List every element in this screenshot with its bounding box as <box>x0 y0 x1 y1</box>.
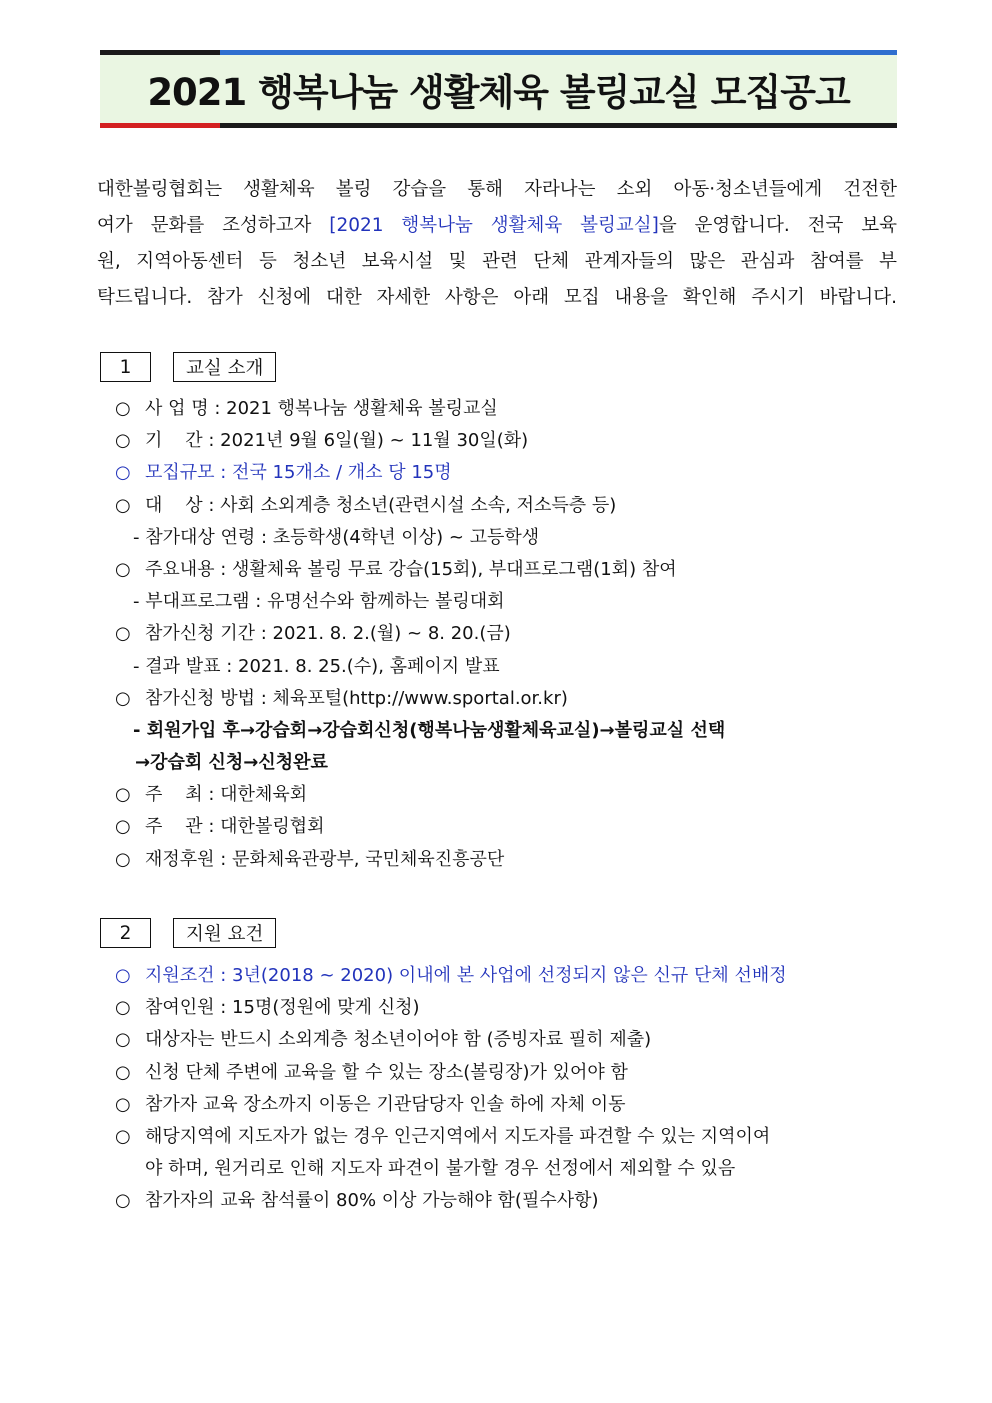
item-text: 참가신청 기간 : 2021. 8. 2.(월) ~ 8. 20.(금) <box>145 623 511 645</box>
section-1-number: 1 <box>100 352 151 382</box>
title-bottom-bar <box>100 123 897 128</box>
bullet-circle: ○ <box>115 1093 131 1115</box>
bullet-circle: ○ <box>115 558 131 580</box>
item-text: - 부대프로그램 : 유명선수와 함께하는 볼링대회 <box>133 591 505 613</box>
list-item <box>115 1057 905 1089</box>
list-item <box>115 992 905 1024</box>
bullet-circle: ○ <box>115 965 131 986</box>
item-text: 참여인원 : 15명(정원에 맞게 신청) <box>145 997 420 1019</box>
bullet-circle: ○ <box>115 784 131 806</box>
section-1-list <box>115 393 905 876</box>
bullet-circle: ○ <box>115 1125 131 1147</box>
list-subitem-steps <box>115 715 905 747</box>
bullet-circle: ○ <box>115 1061 131 1083</box>
section-2-number: 2 <box>100 918 151 948</box>
title-banner <box>100 50 897 128</box>
list-item <box>115 1121 905 1153</box>
page-title: 2021 행복나눔 생활체육 볼링교실 모집공고 <box>147 71 850 114</box>
bullet-circle: ○ <box>115 687 131 709</box>
item-text: 사 업 명 : 2021 행복나눔 생활체육 볼링교실 <box>145 398 498 419</box>
intro-line-2 <box>97 208 897 244</box>
intro-line-2-end: 을 운영합니다. 전국 보육 <box>658 215 897 236</box>
program-name-highlight: [2021 행복나눔 생활체육 볼링교실] <box>329 215 659 236</box>
item-text: 주 관 : 대한볼링협회 <box>145 816 325 838</box>
list-item <box>115 1185 905 1217</box>
list-item <box>115 490 905 522</box>
list-item <box>115 844 905 876</box>
item-text: 신청 단체 주변에 교육을 할 수 있는 장소(볼링장)가 있어야 함 <box>145 1061 628 1083</box>
list-item <box>115 683 905 715</box>
bottom-bar-dark <box>220 123 897 128</box>
list-item <box>115 393 905 425</box>
section-1-header <box>100 352 276 382</box>
list-item <box>115 618 905 650</box>
intro-line-2-start: 여가 문화를 조성하고자 <box>97 215 330 236</box>
bullet-circle: ○ <box>115 816 131 838</box>
list-item <box>115 554 905 586</box>
item-text: 기 간 : 2021년 9월 6일(월) ~ 11월 30일(화) <box>145 430 529 452</box>
title-background <box>100 55 897 123</box>
item-text: 참가자 교육 장소까지 이동은 기관담당자 인솔 하에 자체 이동 <box>145 1093 626 1115</box>
list-item-continuation <box>115 1153 905 1185</box>
intro-line-1: 대한볼링협회는 생활체육 볼링 강습을 통해 자라나는 소외 아동·청소년들에게 건전한 <box>97 179 897 200</box>
intro-paragraph <box>97 172 897 316</box>
section-2-list <box>115 960 905 1218</box>
item-text: 지원조건 : 3년(2018 ~ 2020) 이내에 본 사업에 선정되지 않은 신규 단체 선배정 <box>145 965 787 986</box>
section-2-header <box>100 918 276 948</box>
item-text: 참가신청 방법 : 체육포털(http://www.sportal.or.kr) <box>145 687 568 709</box>
item-text: 해당지역에 지도자가 없는 경우 인근지역에서 지도자를 파견할 수 있는 지역이여 <box>145 1125 771 1147</box>
list-item <box>115 811 905 843</box>
item-text: 대 상 : 사회 소외계층 청소년(관련시설 소속, 저소득층 등) <box>145 494 617 516</box>
item-text: 모집규모 : 전국 15개소 / 개소 당 15명 <box>145 462 452 484</box>
intro-line-3: 원, 지역아동센터 등 청소년 보육시설 및 관련 단체 관계자들의 많은 관심과 참여를 부 <box>97 251 897 272</box>
list-item-highlight <box>115 960 905 992</box>
list-item <box>115 779 905 811</box>
item-text: 참가자의 교육 참석률이 80% 이상 가능해야 함(필수사항) <box>145 1190 599 1212</box>
item-text: - 회원가입 후→강습회→강습회신청(행복나눔생활체육교실)→볼링교실 선택 <box>133 719 726 741</box>
item-text: 야 하며, 원거리로 인해 지도자 파견이 불가할 경우 선정에서 제외할 수 있음 <box>145 1158 736 1180</box>
bullet-circle: ○ <box>115 1190 131 1212</box>
intro-line-4: 탁드립니다. 참가 신청에 대한 자세한 사항은 아래 모집 내용을 확인해 주시기 바랍니다. <box>97 287 897 308</box>
list-item <box>115 425 905 457</box>
item-text: →강습회 신청→신청완료 <box>135 752 328 774</box>
list-subitem <box>115 586 905 618</box>
item-text: - 참가대상 연령 : 초등학생(4학년 이상) ~ 고등학생 <box>133 526 540 548</box>
item-text: 주 최 : 대한체육회 <box>145 784 308 806</box>
section-2-title: 지원 요건 <box>173 918 276 948</box>
section-1-title: 교실 소개 <box>173 352 276 382</box>
list-item-highlight <box>115 457 905 489</box>
item-text: 대상자는 반드시 소외계층 청소년이어야 함 (증빙자료 필히 제출) <box>145 1029 652 1051</box>
item-text: 재정후원 : 문화체육관광부, 국민체육진흥공단 <box>145 848 505 870</box>
bullet-circle: ○ <box>115 430 131 452</box>
bullet-circle: ○ <box>115 462 131 484</box>
list-subitem <box>115 651 905 683</box>
item-text: 주요내용 : 생활체육 볼링 무료 강습(15회), 부대프로그램(1회) 참여 <box>145 558 677 580</box>
list-subitem <box>115 522 905 554</box>
item-text: - 결과 발표 : 2021. 8. 25.(수), 홈페이지 발표 <box>133 655 500 677</box>
bullet-circle: ○ <box>115 494 131 516</box>
list-subitem-steps-cont <box>115 747 905 779</box>
bullet-circle: ○ <box>115 848 131 870</box>
bullet-circle: ○ <box>115 997 131 1019</box>
list-item <box>115 1089 905 1121</box>
bullet-circle: ○ <box>115 398 131 419</box>
bullet-circle: ○ <box>115 1029 131 1051</box>
bottom-bar-red <box>100 123 220 128</box>
bullet-circle: ○ <box>115 623 131 645</box>
list-item <box>115 1024 905 1056</box>
